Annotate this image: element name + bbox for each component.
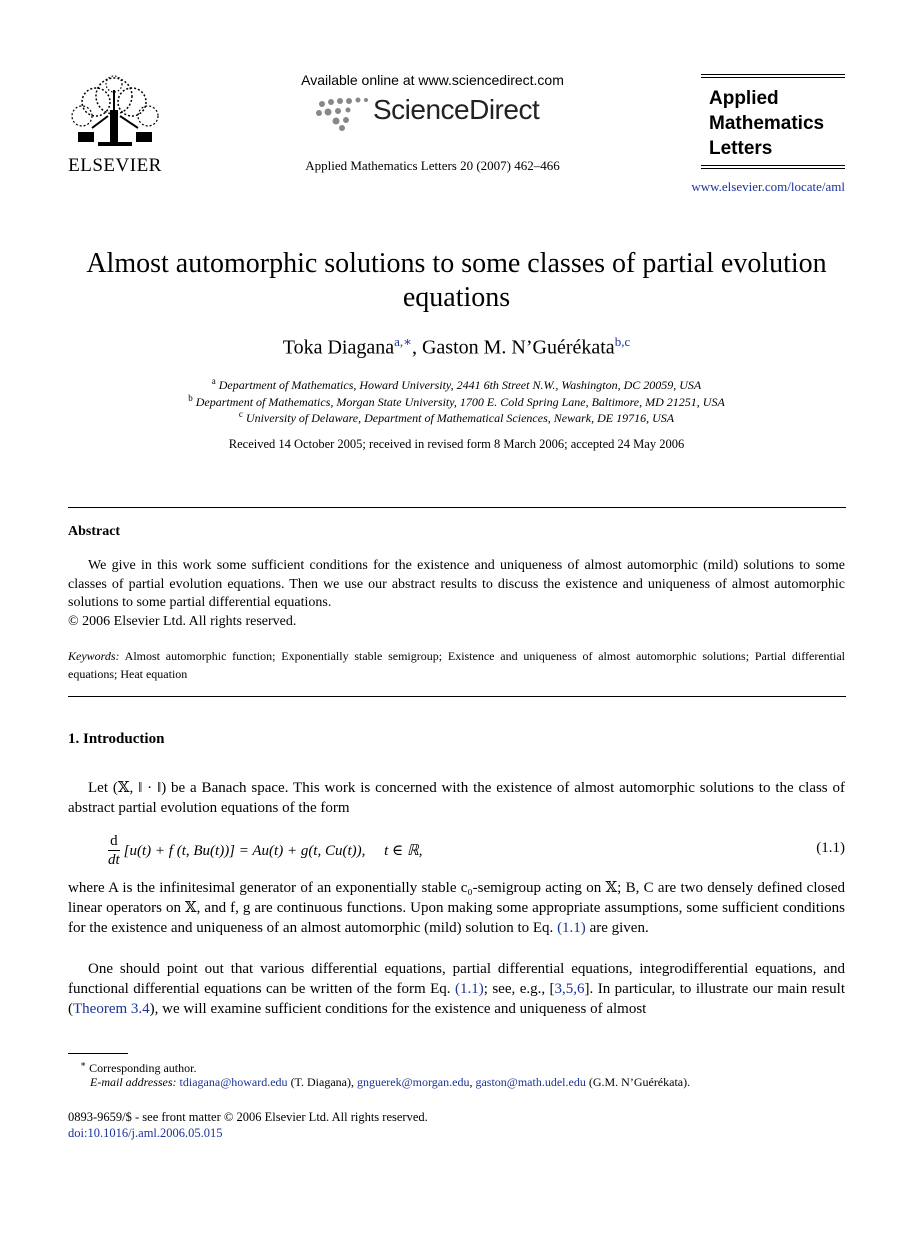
abstract-copyright: © 2006 Elsevier Ltd. All rights reserved. — [68, 614, 297, 629]
affiliation-text: Department of Mathematics, Morgan State University, 1700 E. Cold Spring Lane, Baltimore, MD 21251, USA — [195, 395, 725, 409]
email-link[interactable]: gnguerek@morgan.edu — [356, 1075, 470, 1089]
author-marks-link[interactable]: b,c — [614, 334, 631, 349]
doi-link[interactable]: doi:10.1016/j.aml.2006.05.015 — [68, 1126, 223, 1140]
journal-box-bottom-rule — [701, 165, 845, 169]
journal-title — [701, 78, 845, 165]
email-owner: (T. Diagana), — [287, 1075, 357, 1089]
author-name: Toka Diagana — [282, 336, 395, 359]
journal-title-line-2: Mathematics — [709, 113, 825, 134]
equation-ref-link[interactable]: (1.1) — [454, 981, 484, 997]
equation-1-1 — [68, 828, 845, 872]
author-separator: , — [411, 336, 422, 359]
author-marks-link[interactable]: a,∗ — [394, 334, 412, 349]
abstract-text: We give in this work some sufficient conditions for the existence and uniqueness of almost automorphic (mild) solutions to some classes of partial evolution equations. Then we use our abstract results to discuss the existence and uniqueness of almost automorphic solutions to some partial differential equations. — [68, 558, 845, 610]
fraction-numerator: d — [110, 832, 118, 849]
paragraph-text: are given. — [585, 920, 649, 936]
footnote-text: Corresponding author. — [89, 1061, 197, 1075]
paragraph-text: where A is the infinitesimal generator of an exponentially stable c₀-semigroup acting on 𝕏; B, C are two densely defined closed linear operators on 𝕏, and f, g are continuous functions. Upon making some appropriate assumptions, some sufficient conditions for the existence and uniqueness of an almost automorphic (mild) solution to Eq. — [68, 880, 845, 936]
sciencedirect-wordmark: ScienceDirect — [373, 94, 540, 125]
paragraph-text: One should point out that various differential equations, partial differential equations, integrodifferential equations, and functional differential equations can be written of the form Eq. — [68, 961, 845, 997]
sciencedirect-dots-icon — [316, 96, 376, 132]
affiliation-text: Department of Mathematics, Howard University, 2441 6th Street N.W., Washington, DC 20059, USA — [218, 378, 702, 392]
affiliation-c — [68, 409, 845, 426]
elsevier-tree-icon — [68, 72, 162, 154]
derivative-fraction — [108, 832, 120, 869]
affiliation-mark: c — [238, 409, 243, 419]
journal-reference: Applied Mathematics Letters 20 (2007) 462–466 — [305, 158, 560, 173]
publisher-name: ELSEVIER — [68, 155, 162, 176]
email-link[interactable]: gaston@math.udel.edu — [475, 1075, 586, 1089]
paragraph-text: ]. In particular, to illustrate our main result ( — [68, 981, 845, 1017]
intro-paragraph-1: Let (𝕏, ‖ · ‖) be a Banach space. This work is concerned with the existence of almost automorphic solutions to the class of abstract partial evolution equations of the form — [68, 780, 845, 816]
corresponding-author-note — [80, 1059, 196, 1076]
available-online[interactable]: Available online at www.sciencedirect.com — [301, 72, 564, 88]
journal-title-box — [701, 74, 845, 169]
email-link[interactable]: tdiagana@howard.edu — [179, 1075, 288, 1089]
elsevier-logo — [68, 72, 162, 177]
equation-body — [108, 828, 423, 872]
affiliation-mark: b — [188, 393, 193, 403]
abstract-bottom-rule — [68, 696, 846, 697]
email-addresses-note — [90, 1075, 690, 1090]
affiliation-text: University of Delaware, Department of Mathematical Sciences, Newark, DE 19716, USA — [245, 411, 675, 425]
affiliation-b — [68, 393, 845, 410]
intro-paragraph-3 — [68, 959, 845, 1019]
abstract-top-rule — [68, 507, 846, 508]
email-owner: (G.M. N’Guérékata). — [585, 1075, 691, 1089]
section-heading: 1. Introduction — [68, 731, 165, 747]
journal-url-link[interactable]: www.elsevier.com/locate/aml — [691, 179, 845, 194]
footnote-rule — [68, 1053, 128, 1054]
affiliation-mark: a — [211, 376, 216, 386]
paragraph-text: ), we will examine sufficient conditions for the existence and uniqueness of almost — [149, 1001, 647, 1017]
intro-paragraph-2 — [68, 878, 845, 938]
keywords-label: Keywords: — [68, 649, 120, 663]
equation-number: (1.1) — [816, 840, 845, 856]
equation-ref-link[interactable]: (1.1) — [557, 920, 586, 936]
author-name: Gaston M. N’Guérékata — [421, 336, 615, 359]
journal-title-line-3: Letters — [709, 138, 773, 159]
theorem-ref-link[interactable]: Theorem 3.4 — [73, 1001, 150, 1017]
author-list — [68, 334, 845, 360]
citation-link[interactable]: 3,5,6 — [554, 981, 585, 997]
email-separator: , — [469, 1075, 476, 1089]
email-label: E-mail addresses: — [90, 1075, 177, 1089]
footnote-mark: ∗ — [80, 1059, 87, 1069]
sciencedirect-block — [280, 72, 585, 174]
equation-expression: [u(t) + f (t, Bu(t))] = Au(t) + g(t, Cu(t)), t ∈ ℝ, — [123, 842, 423, 859]
abstract-heading: Abstract — [68, 524, 121, 539]
sciencedirect-brand — [280, 92, 585, 136]
paper-title: Almost automorphic solutions to some classes of partial evolution equations — [86, 248, 827, 313]
fraction-denominator: dt — [108, 851, 120, 868]
paragraph-text: ; see, e.g., [ — [483, 981, 555, 997]
keywords — [68, 647, 845, 683]
issn-line: 0893-9659/$ - see front matter © 2006 Elsevier Ltd. All rights reserved. — [68, 1110, 428, 1124]
journal-title-line-1: Applied — [709, 88, 779, 109]
keywords-text: Almost automorphic function; Exponentially stable semigroup; Existence and uniqueness of almost automorphic solutions; Partial differential equations; Heat equation — [68, 649, 845, 681]
received-dates: Received 14 October 2005; received in revised form 8 March 2006; accepted 24 May 2006 — [228, 437, 685, 451]
affiliation-a — [68, 376, 845, 393]
